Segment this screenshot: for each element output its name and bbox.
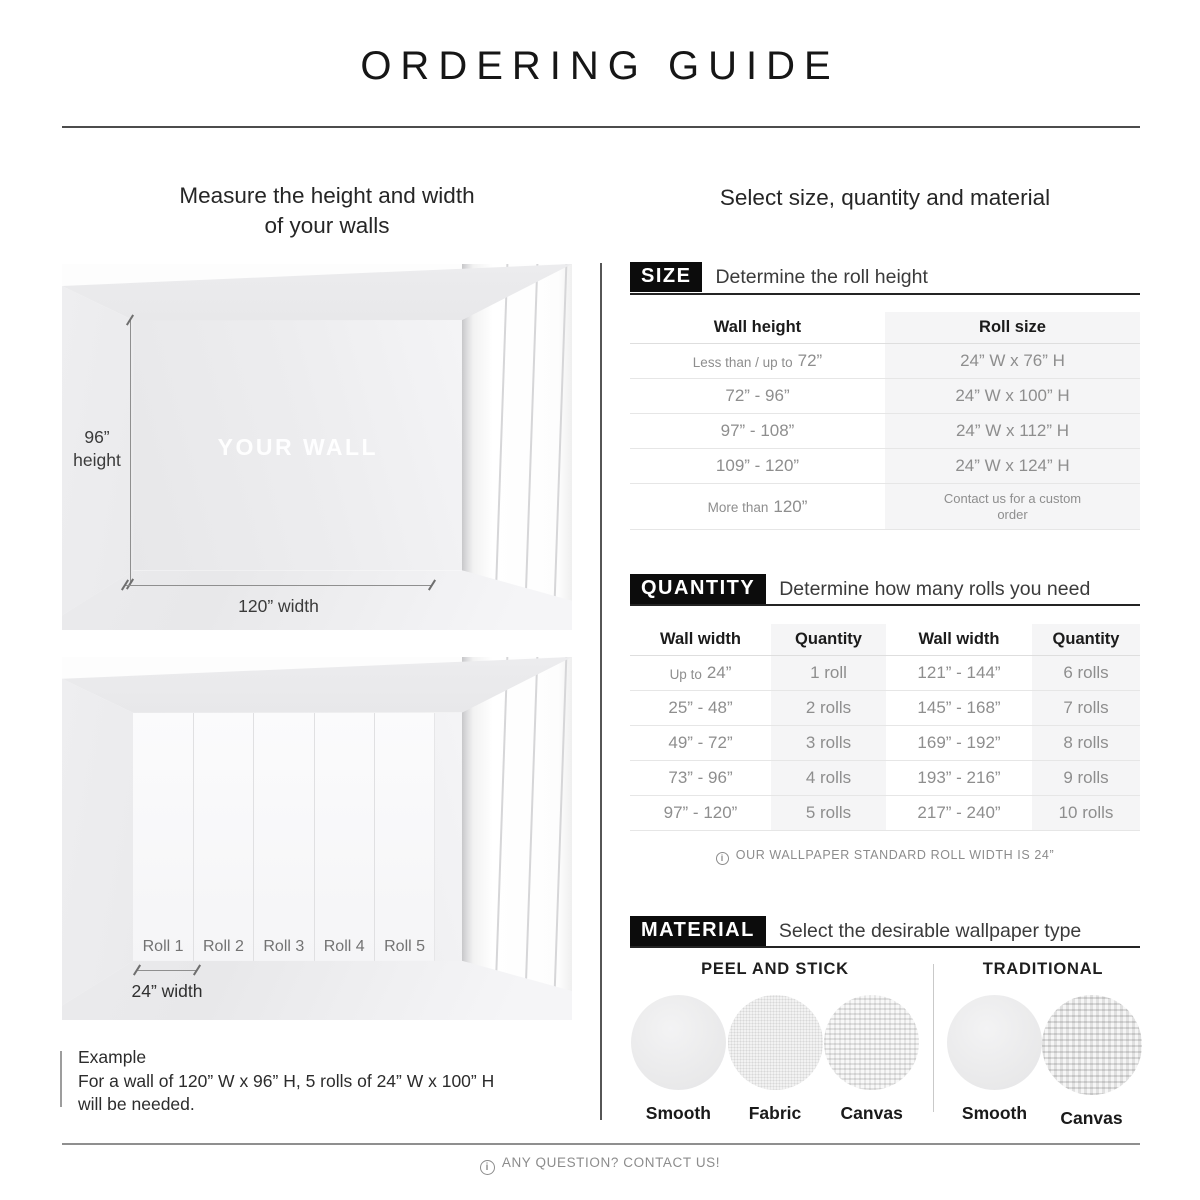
quantity-badge: QUANTITY — [630, 574, 766, 604]
window-mullion — [493, 264, 508, 630]
roll-panel — [254, 713, 314, 961]
contact-note-text: ANY QUESTION? CONTACT US! — [501, 1155, 721, 1170]
column-header: Wall height — [713, 318, 802, 336]
swatch-label: Canvas — [840, 1103, 903, 1123]
range-value: 24” — [706, 663, 732, 682]
material-badge: MATERIAL — [630, 916, 766, 946]
roll-width-measure-line — [137, 970, 197, 971]
quantity-value: 7 rolls — [1032, 691, 1140, 725]
height-value: 96” — [84, 427, 110, 447]
roll-width-note-text: OUR WALLPAPER STANDARD ROLL WIDTH IS 24” — [735, 848, 1055, 862]
quantity-value: 4 rolls — [771, 761, 886, 795]
quantity-value: 2 rolls — [771, 691, 886, 725]
material-group-traditional — [946, 960, 1140, 1129]
example-line2: will be needed. — [78, 1094, 195, 1114]
example-note — [60, 1046, 494, 1117]
roll-size-value: 24” W x 124” H — [885, 449, 1140, 483]
swatch-label: Fabric — [748, 1103, 802, 1123]
footer-divider — [62, 1143, 1140, 1145]
material-swatch — [727, 995, 824, 1124]
info-icon — [716, 852, 729, 865]
roll-width-note — [630, 848, 1140, 865]
size-table-row — [630, 379, 1140, 414]
roll-panel — [375, 713, 435, 961]
wall-measure-diagram — [62, 264, 572, 630]
window-mullion — [493, 657, 508, 1020]
roll-label: Roll 4 — [323, 937, 365, 955]
material-group-divider — [933, 964, 934, 1112]
quantity-table — [630, 624, 1140, 831]
quantity-section-header — [630, 574, 1090, 604]
range-value: 193” - 216” — [917, 768, 1001, 787]
quantity-description: Determine how many rolls you need — [779, 577, 1091, 600]
roll-size-value: 24” W x 112” H — [885, 414, 1140, 448]
height-word: height — [73, 450, 121, 470]
material-group-title: PEEL AND STICK — [701, 960, 849, 978]
quantity-table-row — [630, 656, 1140, 691]
roll-panel — [133, 713, 193, 961]
canvas-texture-swatch — [1042, 995, 1142, 1095]
window-mullion — [524, 657, 539, 1020]
column-header: Wall width — [918, 630, 1000, 648]
column-header: Quantity — [771, 624, 886, 655]
swatch-label: Smooth — [645, 1103, 711, 1123]
range-value: 72” - 96” — [725, 386, 790, 405]
window-mullion — [524, 264, 539, 630]
height-label — [62, 426, 132, 472]
size-table-row — [630, 484, 1140, 530]
example-accent-bar — [60, 1051, 62, 1107]
quantity-value: 10 rolls — [1032, 796, 1140, 830]
range-value: 97” - 108” — [720, 421, 795, 440]
range-value: 109” - 120” — [715, 456, 800, 475]
example-heading: Example — [78, 1047, 147, 1067]
material-swatch — [823, 995, 920, 1124]
quantity-table-row — [630, 691, 1140, 726]
size-table-header — [630, 312, 1140, 344]
size-badge: SIZE — [630, 262, 702, 292]
material-group-peel-and-stick — [630, 960, 920, 1124]
quantity-table-row — [630, 761, 1140, 796]
range-prefix: Less than / up to — [692, 354, 793, 370]
size-section-rule — [630, 293, 1140, 295]
roll-panel — [194, 713, 254, 961]
smooth-texture-swatch — [631, 995, 726, 1090]
column-header: Quantity — [1032, 624, 1140, 655]
page-title: ORDERING GUIDE — [360, 44, 840, 88]
column-header: Roll size — [885, 312, 1140, 343]
range-value: 169” - 192” — [917, 733, 1001, 752]
quantity-value: 9 rolls — [1032, 761, 1140, 795]
select-heading: Select size, quantity and material — [719, 185, 1051, 210]
window-mullion — [552, 264, 567, 630]
range-value: 49” - 72” — [668, 733, 733, 752]
material-swatch — [1043, 995, 1140, 1129]
range-prefix: Up to — [669, 666, 702, 682]
header-divider — [62, 126, 1140, 128]
roll-size-value: Contact us for a custom order — [943, 490, 1082, 522]
info-icon — [480, 1160, 495, 1175]
range-value: 72” — [797, 351, 823, 370]
measure-heading-line2: of your walls — [264, 213, 390, 238]
roll-size-value: 24” W x 76” H — [885, 344, 1140, 378]
material-section-header — [630, 916, 1081, 946]
quantity-table-header — [630, 624, 1140, 656]
width-measure-line — [125, 585, 432, 586]
swatch-label: Canvas — [1060, 1108, 1123, 1128]
roll-layout-diagram — [62, 657, 572, 1020]
roll-size-value: 24” W x 100” H — [885, 379, 1140, 413]
roll-panels — [133, 713, 435, 961]
roll-label: Roll 2 — [203, 937, 244, 955]
measure-heading — [88, 181, 566, 241]
your-wall-label: YOUR WALL — [217, 434, 379, 460]
quantity-section-rule — [630, 604, 1140, 606]
column-header: Wall width — [660, 630, 741, 648]
range-value: 73” - 96” — [668, 768, 733, 787]
roll-width-label: 24” width — [131, 981, 203, 1001]
roll-label: Roll 5 — [384, 937, 426, 955]
roll-label: Roll 1 — [142, 937, 184, 955]
column-divider — [600, 263, 602, 1120]
quantity-table-row — [630, 796, 1140, 831]
width-label: 120” width — [238, 596, 319, 616]
range-value: 97” - 120” — [663, 803, 738, 822]
size-description: Determine the roll height — [715, 265, 928, 288]
quantity-value: 8 rolls — [1032, 726, 1140, 760]
size-section-header — [630, 262, 928, 292]
example-line1: For a wall of 120” W x 96” H, 5 rolls of 24” W x 100” H — [78, 1070, 495, 1091]
size-table-row — [630, 414, 1140, 449]
size-table-row — [630, 449, 1140, 484]
quantity-table-row — [630, 726, 1140, 761]
range-value: 121” - 144” — [917, 663, 1001, 682]
window-mullion — [552, 657, 567, 1020]
range-value: 25” - 48” — [668, 698, 733, 717]
range-value: 120” — [773, 496, 808, 516]
range-value: 145” - 168” — [917, 698, 1001, 717]
material-swatch — [630, 995, 727, 1124]
material-group-title: TRADITIONAL — [982, 960, 1104, 978]
roll-label: Roll 3 — [263, 937, 305, 955]
quantity-value: 1 roll — [771, 656, 886, 690]
size-table — [630, 312, 1140, 530]
measure-heading-line1: Measure the height and width — [179, 183, 475, 208]
quantity-value: 6 rolls — [1032, 656, 1140, 690]
contact-note — [0, 1155, 1200, 1175]
material-groups — [630, 960, 1140, 1128]
swatch-label: Smooth — [961, 1103, 1028, 1123]
quantity-value: 3 rolls — [771, 726, 886, 760]
material-swatch — [946, 995, 1043, 1129]
size-table-row — [630, 344, 1140, 379]
fabric-texture-swatch — [728, 995, 823, 1090]
range-value: 217” - 240” — [917, 803, 1001, 822]
material-description: Select the desirable wallpaper type — [778, 919, 1082, 942]
range-prefix: More than — [707, 500, 769, 515]
canvas-texture-swatch — [824, 995, 919, 1090]
smooth-texture-swatch — [947, 995, 1042, 1090]
material-section-rule — [630, 946, 1140, 948]
roll-panel — [315, 713, 375, 961]
quantity-value: 5 rolls — [771, 796, 886, 830]
